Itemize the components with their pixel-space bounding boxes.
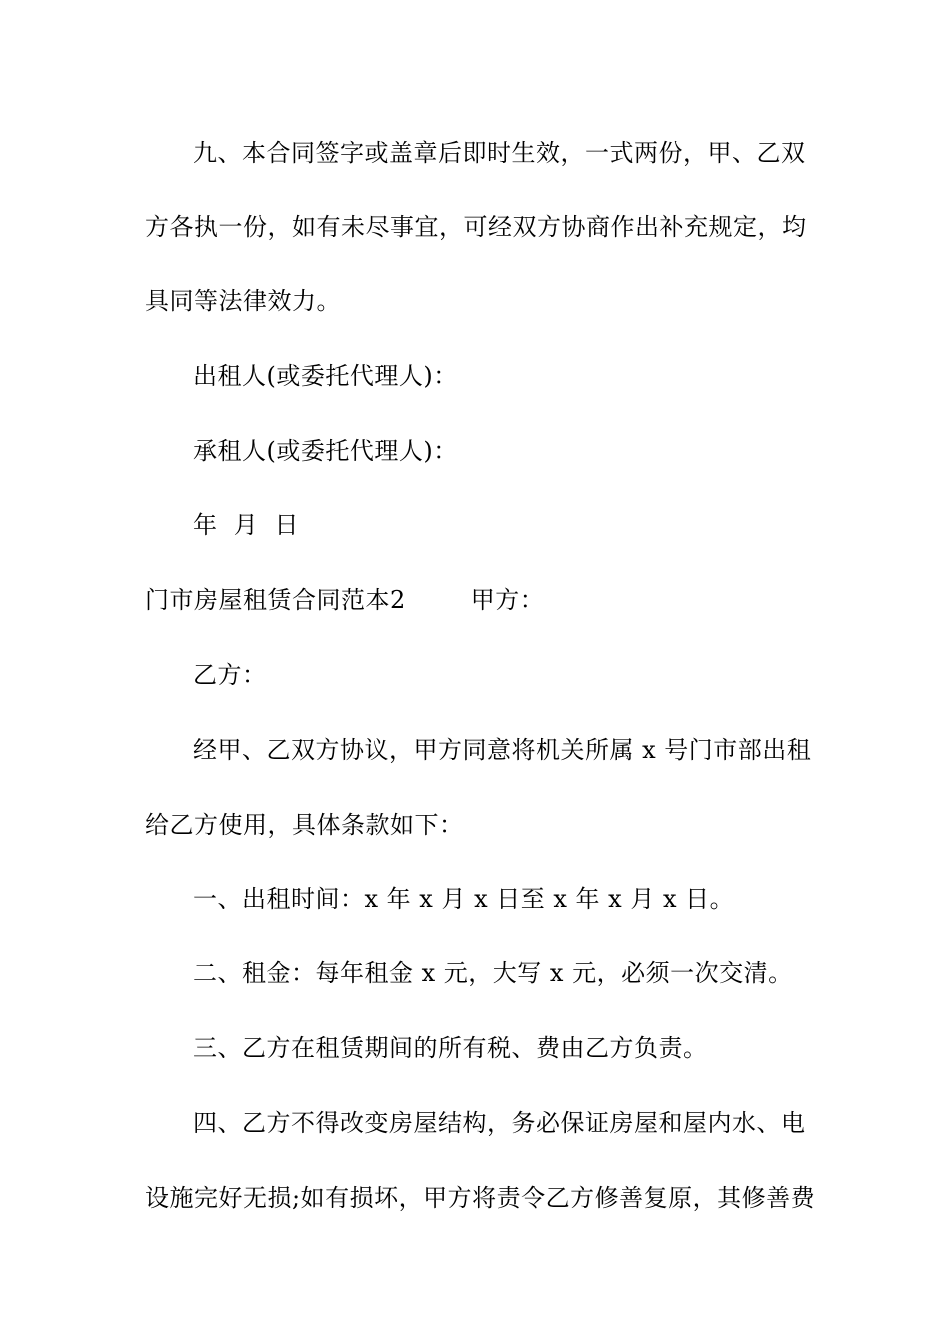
clause-4-line-2: 设施完好无损;如有损坏，甲方将责令乙方修善复原，其修善费 xyxy=(145,1184,816,1212)
clause-9-line-1: 九、本合同签字或盖章后即时生效，一式两份，甲、乙双 xyxy=(193,139,806,167)
preamble-line-2: 给乙方使用，具体条款如下： xyxy=(145,811,464,839)
lessor-signature-line: 出租人(或委托代理人)： xyxy=(193,362,458,390)
clause-9-line-3: 具同等法律效力。 xyxy=(145,287,341,315)
lessee-signature-line: 承租人(或委托代理人)： xyxy=(193,437,458,465)
contract-2-title-line: 门市房屋租赁合同范本2 甲方： xyxy=(145,586,545,614)
clause-4-line-1: 四、乙方不得改变房屋结构，务必保证房屋和屋内水、电 xyxy=(193,1109,806,1137)
clause-1-line: 一、出租时间：x 年 x 月 x 日至 x 年 x 月 x 日。 xyxy=(193,885,735,913)
clause-3-line: 三、乙方在租赁期间的所有税、费由乙方负责。 xyxy=(193,1034,708,1062)
clause-2-line: 二、租金：每年租金 x 元，大写 x 元，必须一次交清。 xyxy=(193,959,793,987)
party-b-line: 乙方： xyxy=(193,661,267,689)
date-line: 年 月 日 xyxy=(193,511,300,539)
preamble-line-1: 经甲、乙双方协议，甲方同意将机关所属 x 号门市部出租 xyxy=(193,736,812,764)
clause-9-line-2: 方各执一份，如有未尽事宜，可经双方协商作出补充规定，均 xyxy=(145,213,807,241)
